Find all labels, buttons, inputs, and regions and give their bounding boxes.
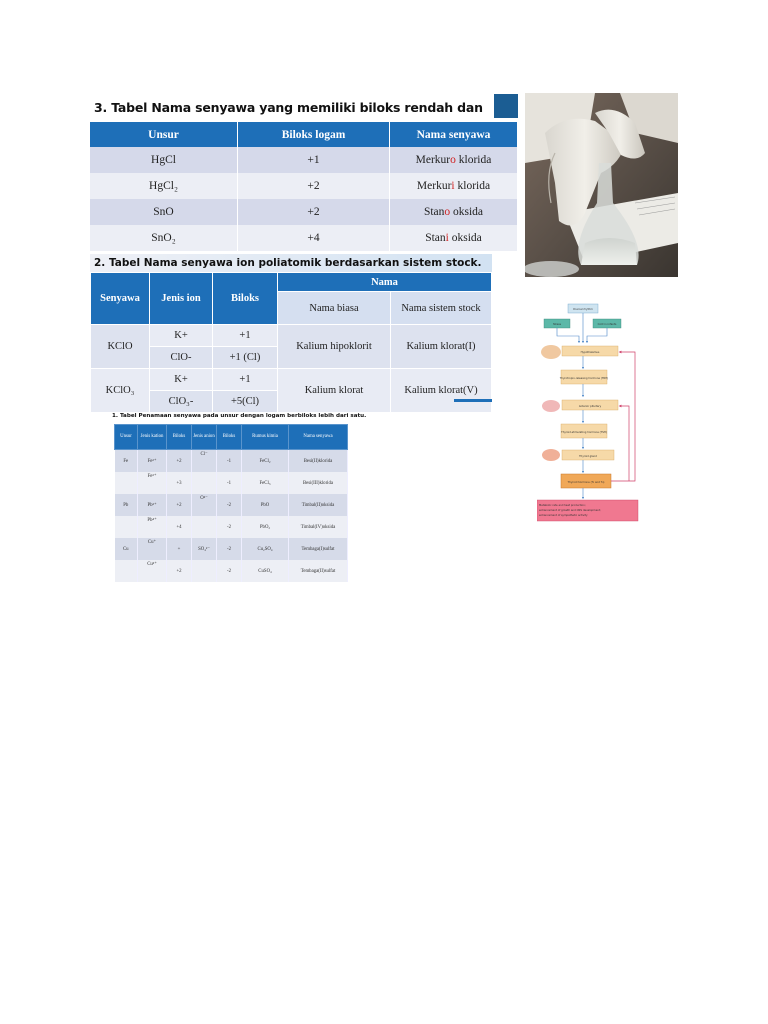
cell-unsur: HgCl₂: [90, 173, 238, 199]
nama-rest: oksida: [448, 232, 482, 244]
cell-biloks: +1: [238, 147, 390, 173]
cell-biloks: +1: [213, 369, 278, 391]
table-2: [90, 272, 492, 413]
label-cold: Cold in infants: [597, 323, 617, 326]
cell-biloks: +2: [167, 560, 192, 582]
lab-photo-illustration: [525, 93, 678, 277]
cell-anion: SO₄²⁻: [192, 538, 217, 560]
header-biloks-anion: Biloks: [217, 425, 242, 450]
cell-biloks: +2: [238, 173, 390, 199]
header-nama: Nama: [278, 273, 492, 292]
cell-unsur: SnO₂: [90, 225, 238, 251]
table-2-block: [90, 254, 492, 407]
cell-biloks: +2: [167, 450, 192, 473]
cell-nama-stock: Kalium klorat(V): [391, 369, 492, 413]
cell-senyawa: KClO: [91, 325, 150, 369]
cell-biloks: +1: [213, 325, 278, 347]
feedback-pituitary: [620, 406, 629, 481]
table-3: [90, 122, 518, 251]
label-hypothalamus: Hypothalamus: [580, 351, 600, 354]
cell-kation: Pb⁴⁺: [138, 516, 167, 538]
cell-nama: Besi(III)klorida: [289, 472, 348, 494]
cell-kation: Fe³⁺: [138, 472, 167, 494]
label-diurnal-rhythm: Diurnal rhythm: [573, 308, 593, 311]
cell-ion: ClO₃-: [150, 391, 213, 413]
nama-rest: oksida: [450, 206, 484, 218]
cell-biloks: +2: [238, 199, 390, 225]
header-nama-senyawa: Nama senyawa: [390, 122, 518, 147]
underline-accent: [454, 399, 492, 402]
cell-nama: Tembaga(I)sulfat: [289, 538, 348, 560]
header-biloks-logam: Biloks logam: [238, 122, 390, 147]
thyroid-flowchart-svg: [537, 300, 640, 522]
header-nama-senyawa: Nama senyawa: [289, 425, 348, 450]
cell-rumus: FeCl₃: [242, 472, 289, 494]
table-1-title: 1. Tabel Penamaan senyawa pada unsur dengan logam berbiloks lebih dari satu.: [112, 413, 367, 419]
header-unsur: Unsur: [90, 122, 238, 147]
cell-nama: [390, 147, 518, 173]
cell-unsur: SnO: [90, 199, 238, 225]
nama-suffix-highlight: i: [445, 232, 449, 244]
pituitary-icon: [542, 400, 560, 412]
cell-unsur: [115, 560, 138, 582]
nama-suffix-highlight: i: [451, 180, 455, 192]
nama-prefix: Merkur: [415, 154, 451, 166]
cell-unsur: Fe: [115, 450, 138, 473]
table-row: [91, 369, 492, 391]
cell-anion: Cl⁻: [192, 450, 217, 473]
cell-biloks: +: [167, 538, 192, 560]
cell-anion: [192, 560, 217, 582]
nama-rest: klorida: [454, 180, 491, 192]
cell-nama: [390, 225, 518, 251]
cell-biloks-anion: -2: [217, 560, 242, 582]
header-jenis-anion: Jenis anion: [192, 425, 217, 450]
cell-rumus: PbO₂: [242, 516, 289, 538]
table-2-header-row: [91, 273, 492, 292]
cell-nama: [390, 199, 518, 225]
label-trh: Thyrotropin-releasing hormone (TRH): [559, 377, 609, 380]
label-thyroid-gland: Thyroid gland: [579, 455, 597, 458]
cell-biloks: +5(Cl): [213, 391, 278, 413]
table-2-title: 2. Tabel Nama senyawa ion poliatomik berdasarkan sistem stock.: [90, 254, 492, 272]
cell-kation: Fe²⁺: [138, 450, 167, 473]
table-row: [115, 472, 348, 494]
header-nama-sistem-stock: Nama sistem stock: [391, 292, 492, 325]
header-rumus-kimia: Rumus kimia: [242, 425, 289, 450]
table-row: [115, 450, 348, 473]
cell-unsur: [115, 516, 138, 538]
header-jenis-kation: Jenis kation: [138, 425, 167, 450]
lab-photo: [525, 93, 678, 277]
thyroid-icon: [542, 449, 560, 461]
cell-nama: [390, 173, 518, 199]
cell-unsur: [115, 472, 138, 494]
cell-anion: [192, 472, 217, 494]
header-jenis-ion: Jenis ion: [150, 273, 213, 325]
nama-prefix: Stan: [423, 206, 445, 218]
cell-biloks: +4: [238, 225, 390, 251]
cell-nama-biasa: Kalium klorat: [278, 369, 391, 413]
nama-prefix: Stan: [425, 232, 446, 244]
cell-nama: Tembaga(II)sulfat: [289, 560, 348, 582]
cell-kation: Pb²⁺: [138, 494, 167, 516]
brain-icon: [541, 345, 561, 359]
nama-prefix: Merkur: [416, 180, 452, 192]
header-biloks: Biloks: [167, 425, 192, 450]
cell-biloks: +2: [167, 494, 192, 516]
table-1-header-row: [115, 425, 348, 450]
cell-unsur: Cu: [115, 538, 138, 560]
label-thyroid-hormone: Thyroid hormone (T₃ and T₄): [567, 481, 605, 484]
table-3-header-row: [90, 122, 518, 147]
cell-biloks: +1 (Cl): [213, 347, 278, 369]
feedback-hypothalamus: [611, 352, 635, 481]
cell-biloks-anion: -1: [217, 450, 242, 473]
table-row: [90, 147, 518, 173]
nama-rest: klorida: [455, 154, 492, 166]
cell-nama-stock: Kalium klorat(I): [391, 325, 492, 369]
table-row: [90, 225, 518, 251]
cell-unsur: HgCl: [90, 147, 238, 173]
table-row: [90, 173, 518, 199]
cell-ion: K+: [150, 325, 213, 347]
cell-rumus: PbO: [242, 494, 289, 516]
cell-biloks-anion: -1: [217, 472, 242, 494]
cell-senyawa: KClO₃: [91, 369, 150, 413]
cell-biloks: +3: [167, 472, 192, 494]
table-3-block: [90, 94, 518, 244]
cell-rumus: FeCl₂: [242, 450, 289, 473]
cell-kation: Cu²⁺: [138, 560, 167, 582]
nama-suffix-highlight: o: [450, 154, 456, 166]
header-nama-biasa: Nama biasa: [278, 292, 391, 325]
effect-line: enhancement of sympathetic activity: [539, 514, 588, 517]
cell-nama: Besi(II)klorida: [289, 450, 348, 473]
cell-unsur: Pb: [115, 494, 138, 516]
cell-anion: [192, 516, 217, 538]
table-row: [115, 516, 348, 538]
table-row: [90, 199, 518, 225]
cell-nama-biasa: Kalium hipoklorit: [278, 325, 391, 369]
table-row: [115, 538, 348, 560]
table-row: [115, 560, 348, 582]
cell-nama: Timbal(IV)oksida: [289, 516, 348, 538]
thyroid-flowchart: [537, 300, 640, 522]
table-row: [115, 494, 348, 516]
cell-biloks-anion: -2: [217, 494, 242, 516]
label-tsh: Thyroid-stimulating hormone (TSH): [561, 431, 607, 434]
header-biloks: Biloks: [213, 273, 278, 325]
corner-decoration: [494, 94, 518, 118]
cell-rumus: Cu₂SO₄: [242, 538, 289, 560]
cell-biloks: +4: [167, 516, 192, 538]
cell-biloks-anion: -2: [217, 538, 242, 560]
effect-line: enhancement of growth and CNS development;: [539, 509, 601, 512]
cell-ion: ClO-: [150, 347, 213, 369]
table-1: [114, 424, 348, 582]
table-3-title: 3. Tabel Nama senyawa yang memiliki biloks rendah dan: [90, 94, 494, 122]
cell-kation: Cu⁺: [138, 538, 167, 560]
cell-anion: O²⁻: [192, 494, 217, 516]
header-senyawa: Senyawa: [91, 273, 150, 325]
table-row: [91, 325, 492, 347]
label-stress: Stress: [553, 323, 561, 326]
cell-rumus: CuSO₄: [242, 560, 289, 582]
nama-suffix-highlight: o: [444, 206, 451, 218]
table-1-block: [112, 410, 367, 574]
effect-line: Metabolic rate and heat production;: [539, 504, 586, 507]
cell-ion: K+: [150, 369, 213, 391]
cell-nama: Timbal(II)oksida: [289, 494, 348, 516]
cell-biloks-anion: -2: [217, 516, 242, 538]
header-unsur: Unsur: [115, 425, 138, 450]
label-anterior-pituitary: Anterior pituitary: [578, 405, 602, 408]
